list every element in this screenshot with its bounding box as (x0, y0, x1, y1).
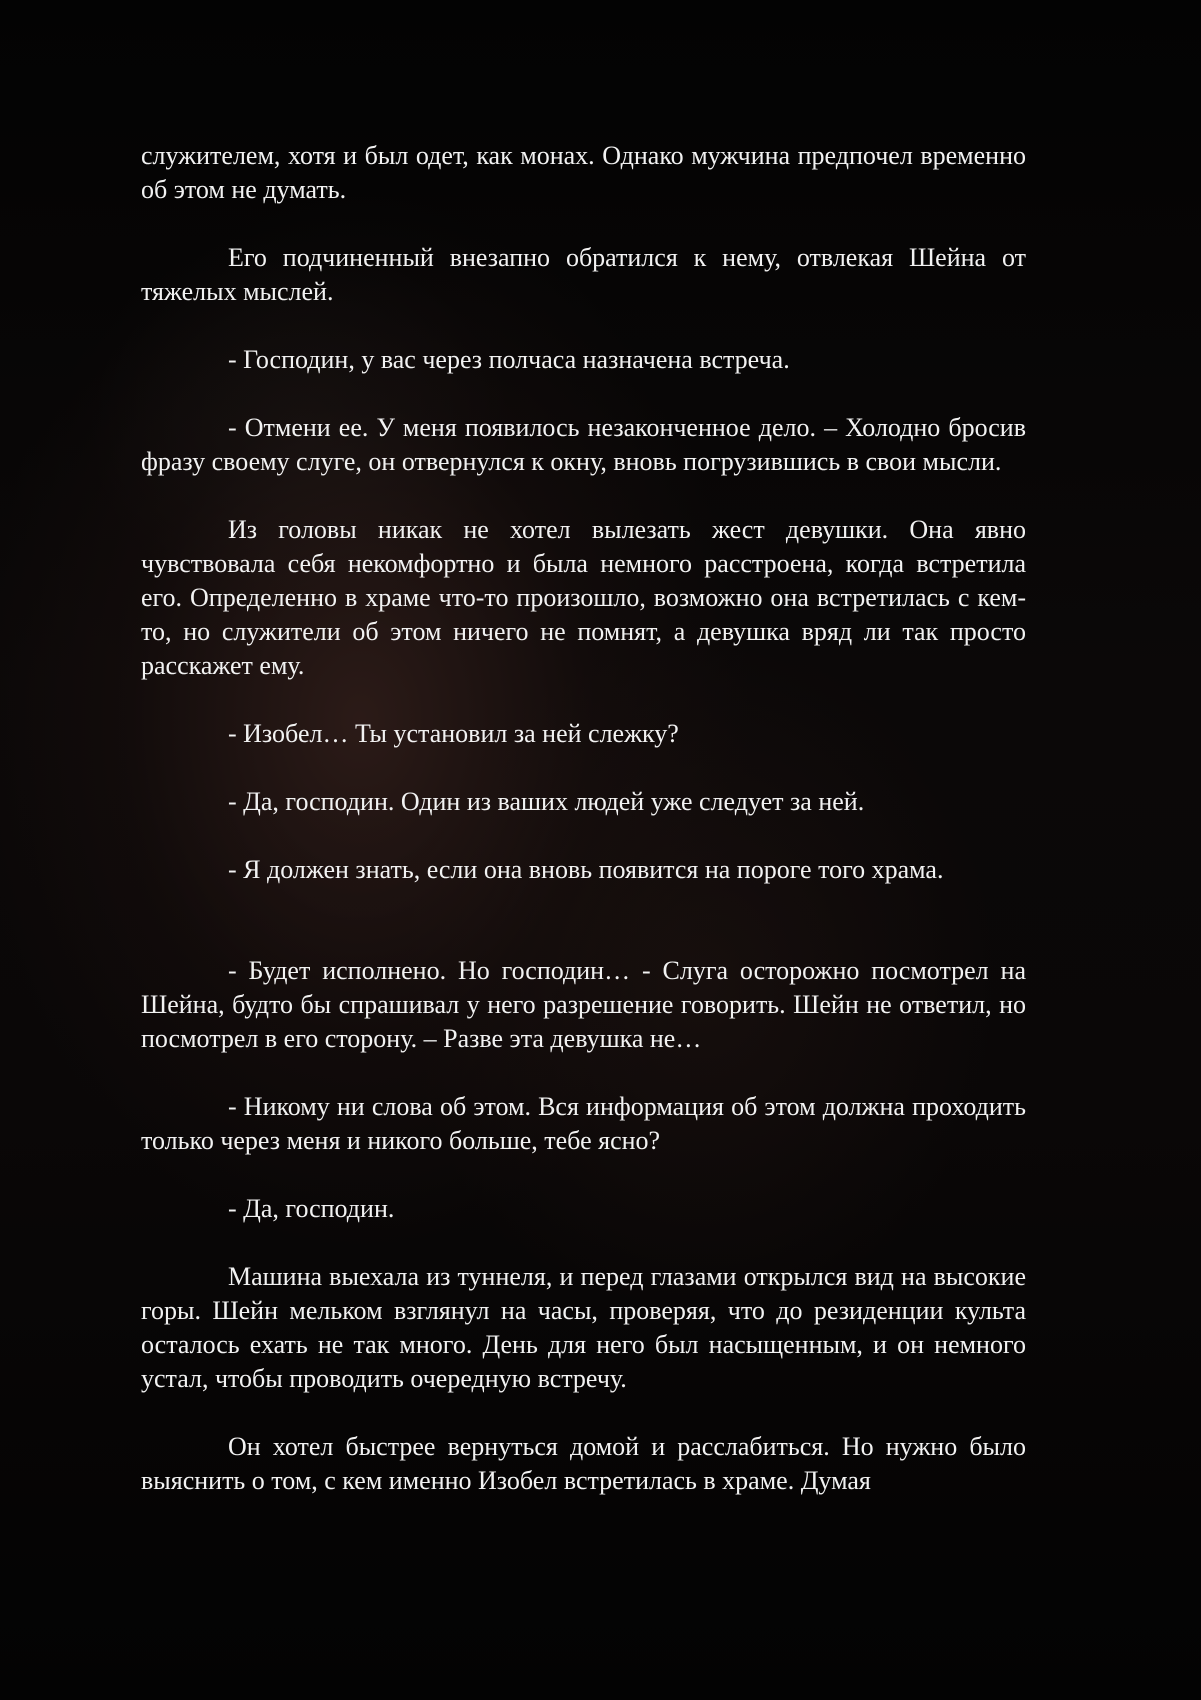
dialogue-line: - Изобел… Ты установил за ней слежку? (228, 719, 679, 748)
paragraph: Его подчиненный внезапно обратился к нему, отвлекая Шейна от тяжелых мыслей. (141, 243, 1026, 306)
dialogue-line: - Будет исполнено. Но господин… - Слуга осторожно посмотрел на Шейна, будто бы спрашивал у него разрешение говорить. Шейн не ответил, но посмотрел в его сторону. – Разве эта девушка не… (141, 956, 1026, 1053)
dialogue-line: - Господин, у вас через полчаса назначена встреча. (228, 345, 790, 374)
paragraph: Машина выехала из туннеля, и перед глазами открылся вид на высокие горы. Шейн мельком взглянул на часы, проверяя, что до резиденции культа осталось ехать не так много. День для него был насыщенным, и он немного устал, чтобы проводить очередную встречу. (141, 1262, 1026, 1393)
dialogue-line: - Да, господин. (228, 1194, 395, 1223)
dialogue-line: - Я должен знать, если она вновь появится на пороге того храма. (228, 855, 944, 884)
paragraph: служителем, хотя и был одет, как монах. Однако мужчина предпочел временно об этом не думать. (141, 141, 1026, 204)
dialogue-line: - Отмени ее. У меня появилось незаконченное дело. – Холодно бросив фразу своему слуге, он отвернулся к окну, вновь погрузившись в свои мысли. (141, 413, 1026, 476)
dialogue-line: - Да, господин. Один из ваших людей уже следует за ней. (228, 787, 865, 816)
paragraph: Он хотел быстрее вернуться домой и расслабиться. Но нужно было выяснить о том, с кем именно Изобел встретилась в храме. Думая (141, 1432, 1026, 1495)
paragraph: Из головы никак не хотел вылезать жест девушки. Она явно чувствовала себя некомфортно и была немного расстроена, когда встретила его. Определенно в храме что-то произошло, возможно она встретилась с кем-то, но служители об этом ничего не помнят, а девушка вряд ли так просто расскажет ему. (141, 515, 1026, 680)
page-text (141, 139, 1026, 1532)
dialogue-line: - Никому ни слова об этом. Вся информация об этом должна проходить только через меня и никого больше, тебе ясно? (141, 1092, 1026, 1155)
